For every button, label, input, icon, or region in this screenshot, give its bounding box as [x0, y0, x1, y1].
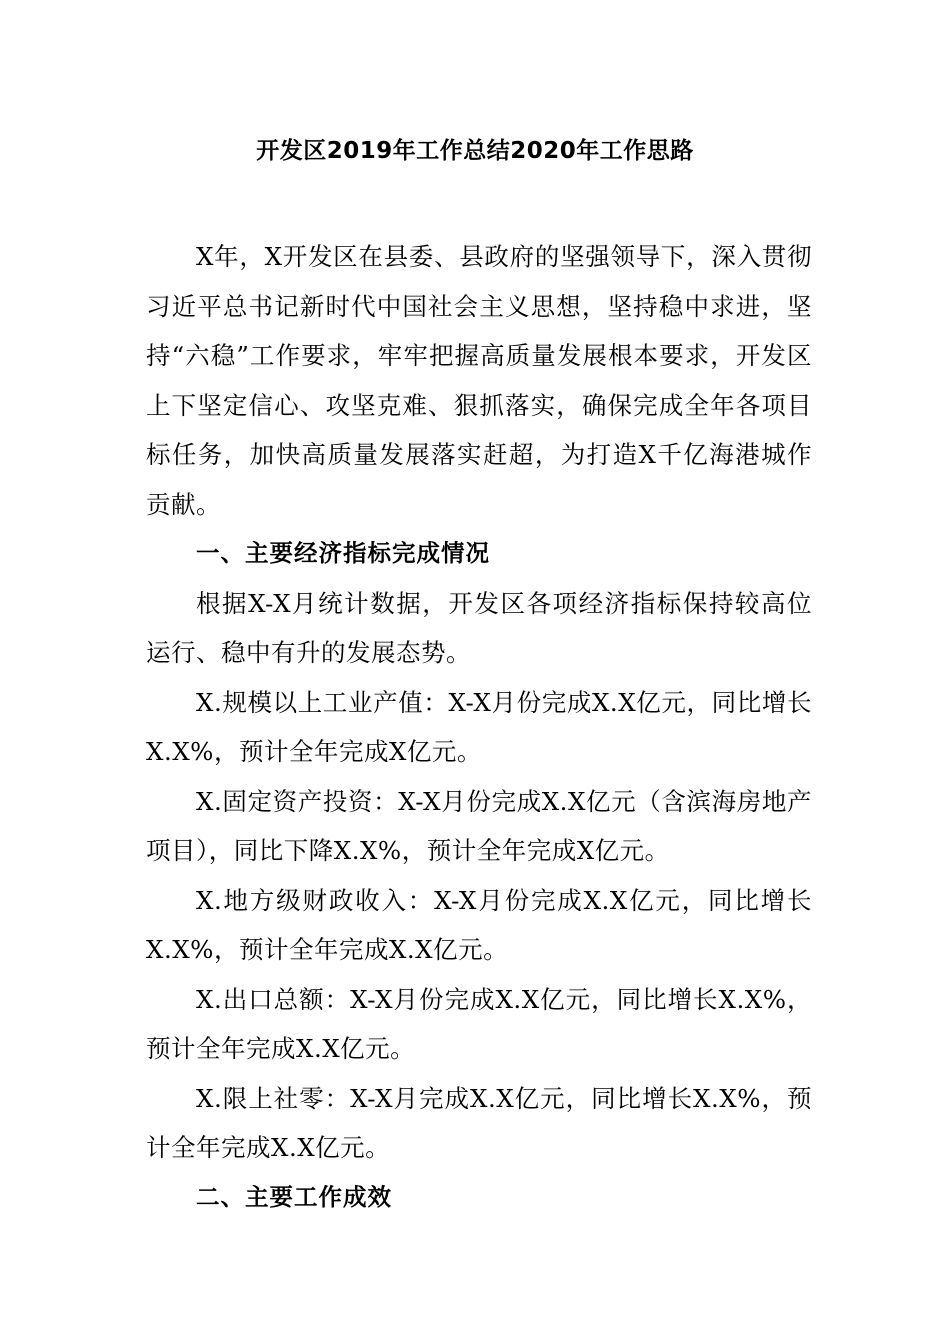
paragraph-fiscal-revenue: X.地方级财政收入：X-X月份完成X.X亿元，同比增长X.X%，预计全年完成X.X亿元。	[146, 885, 812, 964]
paragraph-industrial-output: X.规模以上工业产值：X-X月份完成X.X亿元，同比增长X.X%，预计全年完成X亿元。	[146, 687, 812, 766]
intro-paragraph: X年，X开发区在县委、县政府的坚强领导下，深入贯彻习近平总书记新时代中国社会主义思想，坚持稳中求进，坚持“六稳”工作要求，牢牢把握高质量发展根本要求，开发区上下坚定信心、攻坚克难、狠抓落实，确保完成全年各项目标任务，加快高质量发展落实赶超，为打造X千亿海港城作贡献。	[146, 242, 812, 519]
section-heading-2: 二、主要工作成效	[196, 1182, 392, 1211]
paragraph-stats-overview: 根据X-X月统计数据，开发区各项经济指标保持较高位运行、稳中有升的发展态势。	[146, 588, 812, 667]
paragraph-retail-sales: X.限上社零：X-X月完成X.X亿元，同比增长X.X%，预计全年完成X.X亿元。	[146, 1083, 812, 1162]
document-body	[146, 232, 812, 1222]
paragraph-fixed-asset-investment: X.固定资产投资：X-X月份完成X.X亿元（含滨海房地产项目），同比下降X.X%，预计全年完成X亿元。	[146, 786, 812, 865]
document-title: 开发区2019年工作总结2020年工作思路	[256, 138, 694, 164]
paragraph-export-total: X.出口总额：X-X月份完成X.X亿元，同比增长X.X%，预计全年完成X.X亿元。	[146, 984, 812, 1063]
section-heading-1: 一、主要经济指标完成情况	[196, 539, 490, 567]
